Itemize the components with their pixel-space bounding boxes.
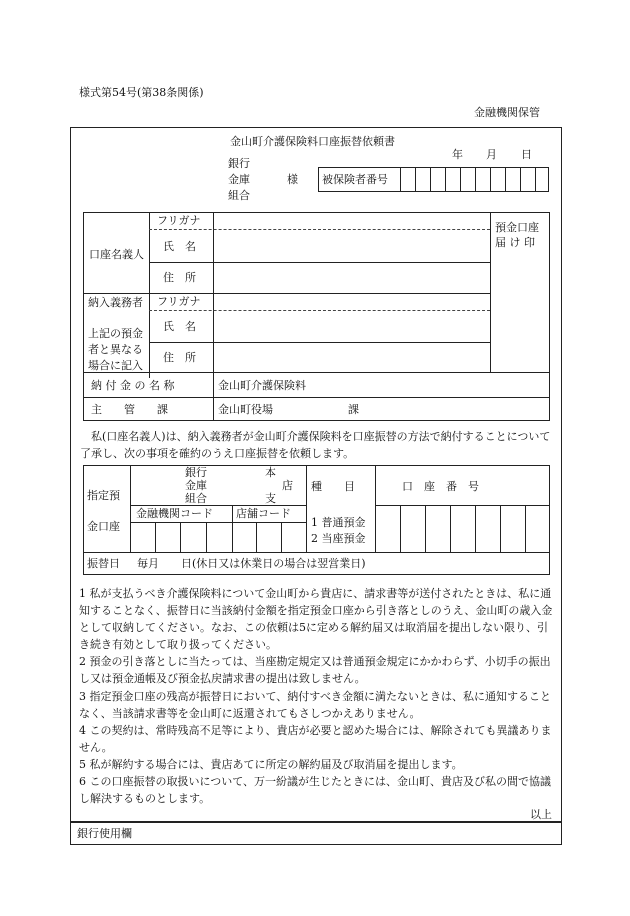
obligor-label-2: 上記の預金 <box>88 327 143 340</box>
custody-label: 金融機関保管 <box>474 106 540 119</box>
designation-bank: 銀行 <box>185 466 207 479</box>
date-day: 日 <box>521 148 532 161</box>
term-5-text: 私が解約する場合には、貴店あてに所定の解約届及び取消届を提出します。 <box>89 758 463 771</box>
term-1 <box>79 585 556 653</box>
designation-label-1: 指定預 <box>87 489 120 502</box>
obligor-label-3: 者と異なる <box>88 343 143 356</box>
term-4 <box>79 722 556 756</box>
obligor-address-input[interactable] <box>214 343 489 371</box>
insured-number-label: 被保険者番号 <box>322 173 388 186</box>
holder-furigana-input[interactable] <box>214 213 489 228</box>
holder-name-input[interactable] <box>214 230 489 261</box>
bank-use-field[interactable] <box>70 822 562 845</box>
addressee-kinko: 金庫 <box>228 173 250 186</box>
obligor-label-1: 納入義務者 <box>88 296 143 309</box>
designation-main: 本 <box>265 466 276 479</box>
designation-store: 店 <box>282 479 293 492</box>
term-4-num: 4 <box>79 724 86 737</box>
term-5 <box>79 756 556 773</box>
obligor-furigana-label: フリガナ <box>157 295 201 308</box>
account-type-label: 種 目 <box>311 480 355 493</box>
designation-label-2: 金口座 <box>87 520 120 533</box>
obligor-address-label: 住 所 <box>163 351 196 364</box>
institution-code-label: 金融機関コード <box>136 507 213 520</box>
holder-furigana-label: フリガナ <box>157 214 201 227</box>
transfer-date-label: 振替日 <box>87 557 120 570</box>
date-year: 年 <box>452 148 463 161</box>
seal-area[interactable] <box>491 252 549 371</box>
payment-name-label: 納 付 金 の 名 称 <box>91 379 175 392</box>
date-month: 月 <box>486 148 497 161</box>
obligor-name-label: 氏 名 <box>163 320 196 333</box>
holder-address-label: 住 所 <box>163 271 196 284</box>
term-2-num: 2 <box>79 655 86 668</box>
designation-kumiai: 組合 <box>185 492 207 505</box>
account-number-input[interactable] <box>376 506 549 551</box>
term-2-text: 預金の引き落としに当たっては、当座勘定規定又は普通預金規定にかかわらず、小切手の振出し又は預金通帳及び預金払戻請求書の提出は致しません。 <box>79 655 551 685</box>
term-6 <box>79 773 556 807</box>
form-title: 金山町介護保険料口座振替依頼書 <box>230 135 395 148</box>
obligor-furigana-input[interactable] <box>214 294 489 309</box>
request-text: 私(口座名義人)は、納入義務者が金山町介護保険料を口座振替の方法で納付することについて了承し、次の事項を確約のうえ口座振替を依頼します。 <box>80 430 551 460</box>
closing-ijou: 以上 <box>530 808 552 821</box>
term-4-text: この契約は、常時残高不足等により、貴店が必要と認めた場合には、解除されても異議ありません。 <box>79 724 552 754</box>
addressee-kumiai: 組合 <box>228 189 250 202</box>
account-type-option-1[interactable]: 1 普通預金 <box>311 516 366 529</box>
account-type-option-2[interactable]: 2 当座預金 <box>311 532 366 545</box>
term-3-num: 3 <box>79 690 86 703</box>
seal-label-2: 届 け 印 <box>495 236 535 249</box>
designation-branch: 支 <box>265 492 276 505</box>
bank-use-label: 銀行使用欄 <box>77 827 132 840</box>
term-3-text: 指定預金口座の残高が振替日において、納付すべき金額に満たないときは、私に通知することなく、当該請求書等を金山町に返還されてもさしつかえありません。 <box>79 690 552 720</box>
term-6-num: 6 <box>79 775 86 788</box>
department-label: 主 管 課 <box>91 403 168 416</box>
obligor-label-4: 場合に記入 <box>88 359 143 372</box>
addressee-bank: 銀行 <box>228 157 250 170</box>
account-holder-label: 口座名義人 <box>89 248 144 261</box>
term-1-num: 1 <box>79 587 86 600</box>
addressee-sama: 様 <box>287 173 298 186</box>
term-1-text: 私が支払うべき介護保険料について金山町から貴店に、請求書等が送付されたときは、私に通知することなく、振替日に当該納付金額を指定預金口座から引き落としのうえ、金山町の歳入金として収納してください。なお、この依頼は5に定める解約届又は取消届を提出しない限り、引き続き有効として取り扱ってください。 <box>79 587 553 651</box>
seal-label-1: 預金口座 <box>495 221 539 234</box>
term-5-num: 5 <box>79 758 86 771</box>
transfer-date-value: 毎月 日(休日又は休業日の場合は翌営業日) <box>137 557 366 570</box>
obligor-name-input[interactable] <box>214 311 489 341</box>
holder-name-label: 氏 名 <box>163 240 196 253</box>
department-value: 金山町役場 <box>218 403 273 416</box>
term-3 <box>79 688 556 722</box>
account-number-label: 口 座 番 号 <box>402 480 479 493</box>
payment-name-value: 金山町介護保険料 <box>218 379 306 392</box>
department-suffix: 課 <box>348 403 359 416</box>
holder-address-input[interactable] <box>214 263 489 292</box>
form-number: 様式第54号(第38条関係) <box>79 86 204 99</box>
bank-code-input[interactable] <box>131 523 305 551</box>
designation-kinko: 金庫 <box>185 479 207 492</box>
term-6-text: この口座振替の取扱いについて、万一紛議が生じたときには、金山町、貴店及び私の間で協議し解決するものとします。 <box>79 775 552 805</box>
branch-code-label: 店舗コード <box>236 507 291 520</box>
term-2 <box>79 653 556 687</box>
